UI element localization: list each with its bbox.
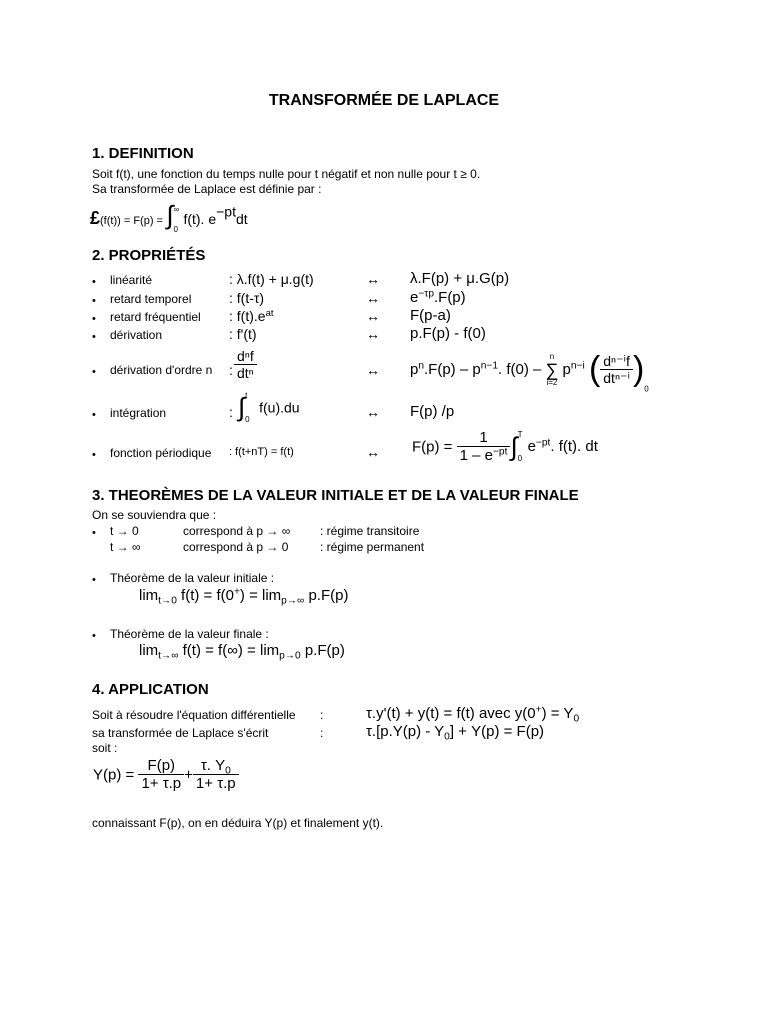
- initial-value-formula: $\lim_{t\to 0} f(t) = f(0^+) = \lim_{p\to\infty} p.F(p)$: [139, 586, 349, 607]
- initial-value-label: Théorème de la valeur initiale :: [110, 571, 275, 585]
- arrow-icon: ↔: [366, 308, 380, 324]
- bullet: •: [92, 630, 96, 642]
- prop-lhs-retard-temporel: : f(t-τ): [229, 290, 265, 306]
- sum-sign: ∑: [545, 359, 559, 380]
- prop-label-derivation-n: dérivation d'ordre n: [110, 363, 213, 377]
- formula-dt: dt: [235, 211, 248, 227]
- prop-rhs-linearite: λ.F(p) + μ.G(p): [410, 270, 510, 287]
- integral-lower: 0: [173, 224, 178, 234]
- conclusion: connaissant F(p), on en déduira Y(p) et finalement y(t).: [92, 816, 384, 830]
- prop-label-periodique: fonction périodique: [110, 446, 212, 460]
- page-title: TRANSFORMÉE DE LAPLACE: [268, 92, 500, 109]
- prop-label-retard-temporel: retard temporel: [110, 292, 192, 306]
- definition-line-1: Soit f(t), une fonction du temps nulle pour t négatif et non nulle pour t ≥ 0.: [92, 167, 481, 181]
- formula-lhs: (f(t)) = F(p) =: [100, 215, 163, 227]
- colon: :: [320, 708, 324, 722]
- prop-lhs-derivation: : f'(t): [229, 326, 257, 342]
- arrow-icon: ↔: [366, 404, 380, 420]
- prop-label-integration: intégration: [110, 406, 167, 420]
- formula-exp: −pt: [216, 203, 236, 220]
- section-application-heading: 4. APPLICATION: [92, 681, 209, 698]
- prop-rhs-derivation: p.F(p) - f(0): [410, 325, 486, 342]
- prop-lhs-retard-frequentiel: : $f(t).e^{at}$: [229, 307, 274, 324]
- row-regime-0: : régime transitoire: [320, 524, 420, 538]
- arrow-icon: ↔: [366, 271, 380, 287]
- prop-rhs-retard-frequentiel: F(p-a): [410, 307, 451, 324]
- bullet: •: [92, 366, 96, 378]
- application-line-3: soit :: [92, 741, 118, 755]
- prop-rhs-derivation-n: $p^n.F(p) - p^{n-1}$. f(0) – n ∑ i=2 $p^{n-i}$ ( $\frac{\text{dⁿ⁻ⁱf}}{\text{dtⁿ⁻ⁱ}}$ )$_0$: [410, 350, 649, 394]
- final-value-formula: $\lim_{t\to\infty} f(t) = f(\infty) = \lim_{p\to 0} p.F(p)$: [139, 642, 345, 662]
- bullet: •: [92, 313, 96, 325]
- section-definition-heading: 1. DEFINITION: [92, 145, 194, 162]
- application-line-1: Soit à résoudre l'équation différentielle: [92, 708, 296, 722]
- definition-formula: [90, 200, 248, 234]
- prop-lhs-periodique: : f(t+nT) = f(t): [229, 446, 294, 458]
- integral-sign: ∫: [238, 392, 246, 422]
- solution-formula: Y(p) = $\frac{F(p)}{1+ \tau.p}$ + $\frac{\tau. Y_0}{1+ \tau.p}$: [93, 757, 239, 793]
- prop-label-derivation: dérivation: [110, 328, 163, 342]
- integral-sign: ∫: [510, 431, 518, 462]
- arrow-icon: ↔: [366, 326, 380, 342]
- integral-upper: ∞: [173, 204, 180, 214]
- prop-label-linearite: linéarité: [110, 273, 153, 287]
- row-p-1: correspond à p → 0: [183, 540, 289, 554]
- laplace-symbol: £: [90, 208, 101, 228]
- bullet: •: [92, 527, 96, 539]
- arrow-icon: ↔: [366, 290, 380, 306]
- final-value-label: Théorème de la valeur finale :: [110, 627, 269, 641]
- theorems-intro: On se souviendra que :: [92, 508, 217, 522]
- row-regime-1: : régime permanent: [320, 540, 425, 554]
- differential-equation: τ.y'(t) + y(t) = f(t) avec $y(0^+) = Y_0$: [366, 704, 580, 725]
- prop-rhs-integration: F(p) /p: [410, 403, 455, 420]
- arrow-icon: ↔: [366, 444, 380, 460]
- section-theorems-heading: 3. THEORÈMES DE LA VALEUR INITIALE ET DE LA VALEUR FINALE: [92, 487, 579, 504]
- bullet: •: [92, 295, 96, 307]
- colon: :: [229, 362, 233, 378]
- bullet: •: [92, 449, 96, 461]
- bullet: •: [92, 276, 96, 288]
- bullet: •: [92, 574, 96, 586]
- application-line-2: sa transformée de Laplace s'écrit: [92, 726, 269, 740]
- prop-rhs-periodique: F(p) = $\frac{1}{1 - e^{-pt}}$ ∫ T 0 $e^{-pt}$. f(t). dt: [412, 429, 598, 465]
- laplace-equation: $\tau.[p.Y(p) - Y_0] + Y(p) = F(p)$: [366, 723, 545, 743]
- integral-sign: ∫: [166, 200, 174, 230]
- prop-lhs-linearite: : λ.f(t) + μ.g(t): [229, 271, 314, 287]
- bullet: •: [92, 331, 96, 343]
- formula-body: f(t). e: [183, 211, 217, 227]
- row-t-1: t → ∞: [110, 540, 141, 554]
- definition-line-2: Sa transformée de Laplace est définie par :: [92, 182, 322, 196]
- prop-rhs-retard-temporel: $e^{-\tau p}.F(p)$: [410, 288, 466, 306]
- prop-lhs-derivative-fraction: $\frac{\text{dⁿf}}{\text{dtⁿ}}$: [234, 348, 257, 381]
- section-properties-heading: 2. PROPRIÉTÉS: [92, 247, 206, 264]
- arrow-icon: ↔: [366, 362, 380, 378]
- row-p-0: correspond à p → ∞: [183, 524, 291, 538]
- colon: :: [320, 726, 324, 740]
- row-t-0: t → 0: [110, 524, 139, 538]
- prop-lhs-integration: ∫ t 0 f(u).du: [238, 390, 300, 424]
- bullet: •: [92, 409, 96, 421]
- prop-label-retard-frequentiel: retard fréquentiel: [110, 310, 201, 324]
- colon: :: [229, 404, 233, 420]
